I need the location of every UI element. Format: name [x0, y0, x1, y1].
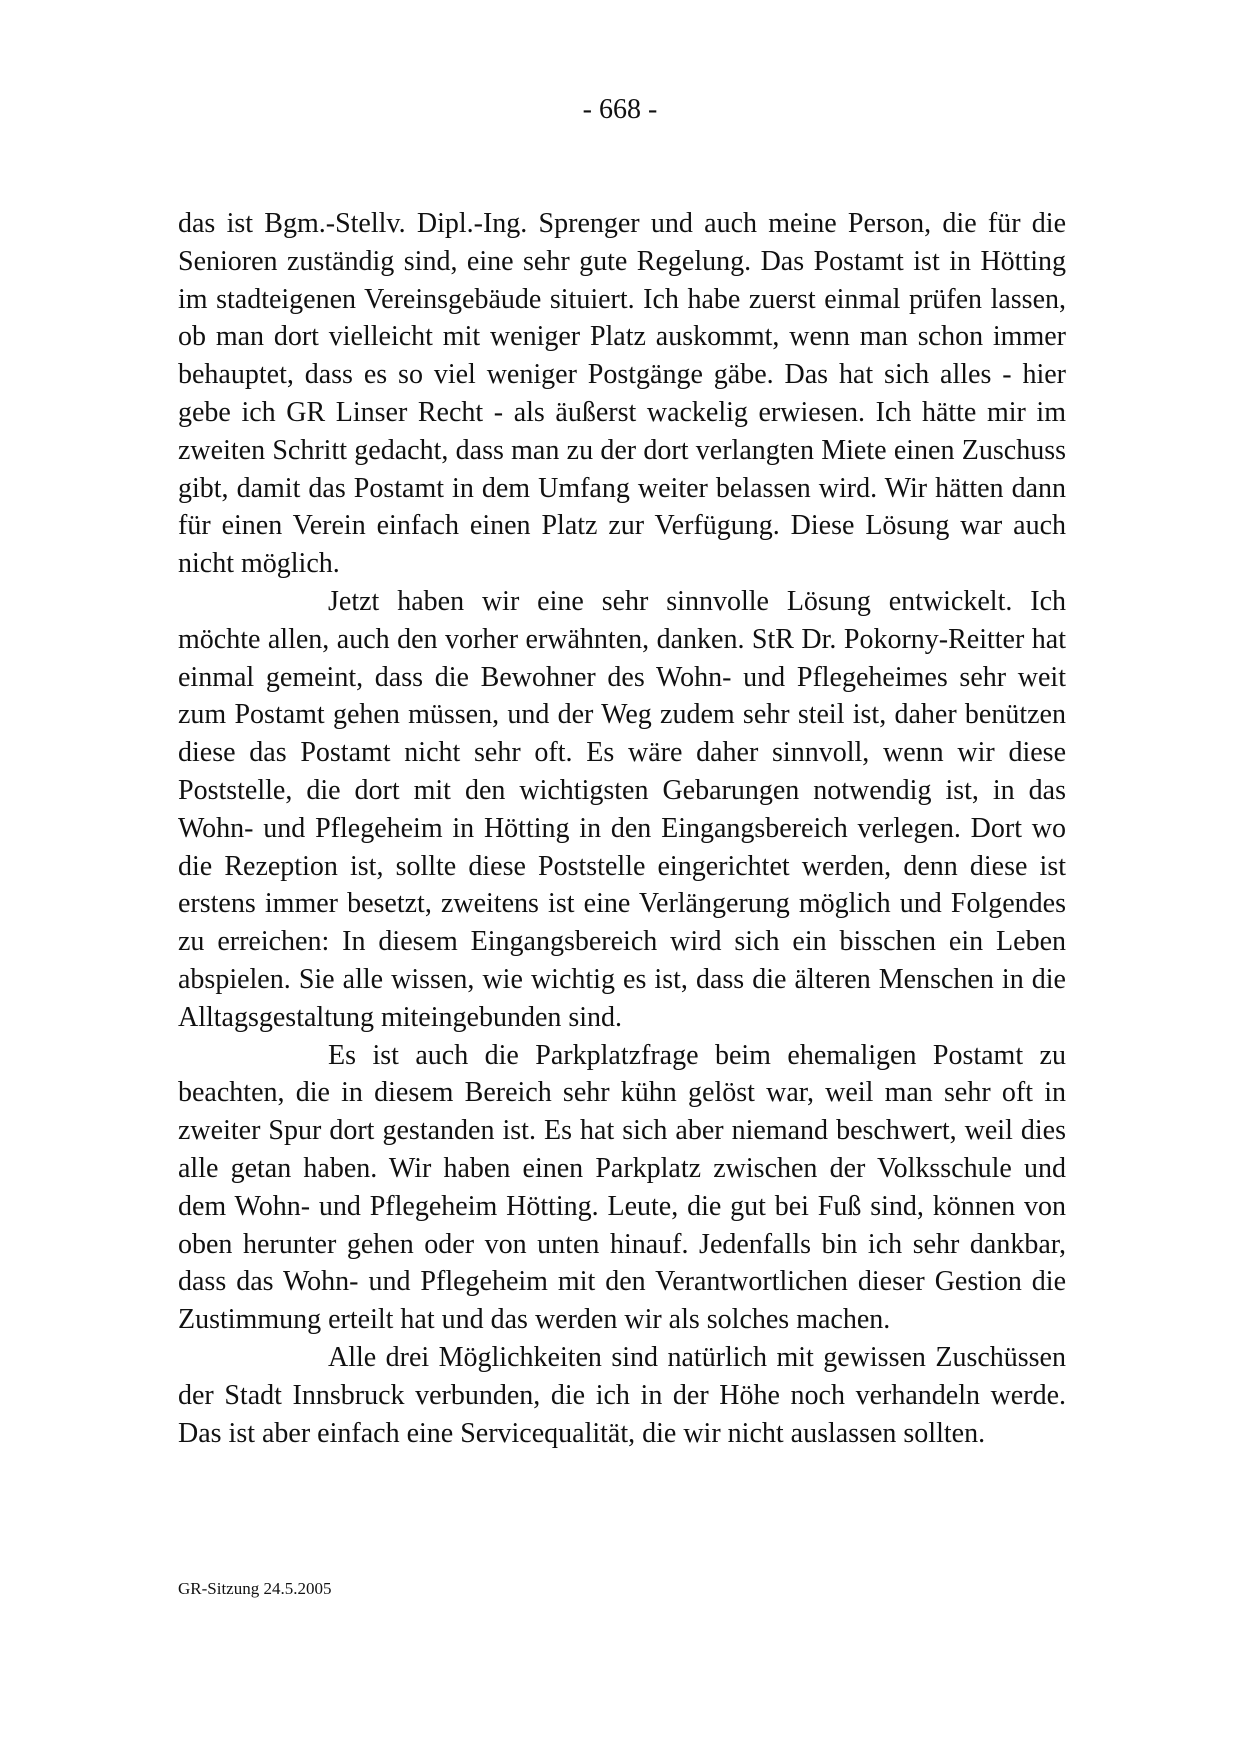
paragraph-1: das ist Bgm.-Stellv. Dipl.-Ing. Sprenger und auch meine Person, die für die Senioren zuständig sind, eine sehr gute Regelung. Das Postamt ist in Hötting im stadteigenen Vereinsgebäude situiert. Ich habe zuerst einmal prüfen lassen, ob man dort vielleicht mit weniger Platz auskommt, wenn man schon immer behauptet, dass es so viel weniger Postgänge gäbe. Das hat sich alles - hier gebe ich GR Linser Recht - als äußerst wackelig erwiesen. Ich hätte mir im zweiten Schritt gedacht, dass man zu der dort verlangten Miete einen Zuschuss gibt, damit das Postamt in dem Umfang weiter belassen wird. Wir hätten dann für einen Verein einfach einen Platz zur Verfügung. Diese Lösung war auch nicht möglich.: [178, 208, 1066, 580]
body-text: [178, 205, 1066, 1452]
footer-session-label: GR-Sitzung 24.5.2005: [178, 1579, 332, 1598]
paragraph-2: Jetzt haben wir eine sehr sinnvolle Lösung entwickelt. Ich möchte allen, auch den vorher erwähnten, danken. StR Dr. Pokorny-Reitter hat einmal gemeint, dass die Bewohner des Wohn- und Pflegeheimes sehr weit zum Postamt gehen müssen, und der Weg zudem sehr steil ist, daher benützen diese das Postamt nicht sehr oft. Es wäre daher sinnvoll, wenn wir diese Poststelle, die dort mit den wichtigsten Gebarungen notwendig ist, in das Wohn- und Pflegeheim in Hötting in den Eingangsbereich verlegen. Dort wo die Rezeption ist, sollte diese Poststelle eingerichtet werden, denn diese ist erstens immer besetzt, zweitens ist eine Verlängerung möglich und Folgendes zu erreichen: In diesem Eingangsbereich wird sich ein bisschen ein Leben abspielen. Sie alle wissen, wie wichtig es ist, dass die älteren Menschen in die Alltagsgestaltung miteingebunden sind.: [178, 585, 1066, 1033]
paragraph-4: Alle drei Möglichkeiten sind natürlich mit gewissen Zuschüssen der Stadt Innsbruck verbunden, die ich in der Höhe noch verhandeln werde. Das ist aber einfach eine Servicequalität, die wir nicht auslassen sollten.: [178, 1341, 1066, 1449]
paragraph-3: Es ist auch die Parkplatzfrage beim ehemaligen Postamt zu beachten, die in diesem Bereich sehr kühn gelöst war, weil man sehr oft in zweiter Spur dort gestanden ist. Es hat sich aber niemand beschwert, weil dies alle getan haben. Wir haben einen Parkplatz zwischen der Volksschule und dem Wohn- und Pflegeheim Hötting. Leute, die gut bei Fuß sind, können von oben herunter gehen oder von unten hinauf. Jedenfalls bin ich sehr dankbar, dass das Wohn- und Pflegeheim mit den Verantwortlichen dieser Gestion die Zustimmung erteilt hat und das werden wir als solches machen.: [178, 1039, 1066, 1336]
page-number: - 668 -: [582, 94, 658, 125]
